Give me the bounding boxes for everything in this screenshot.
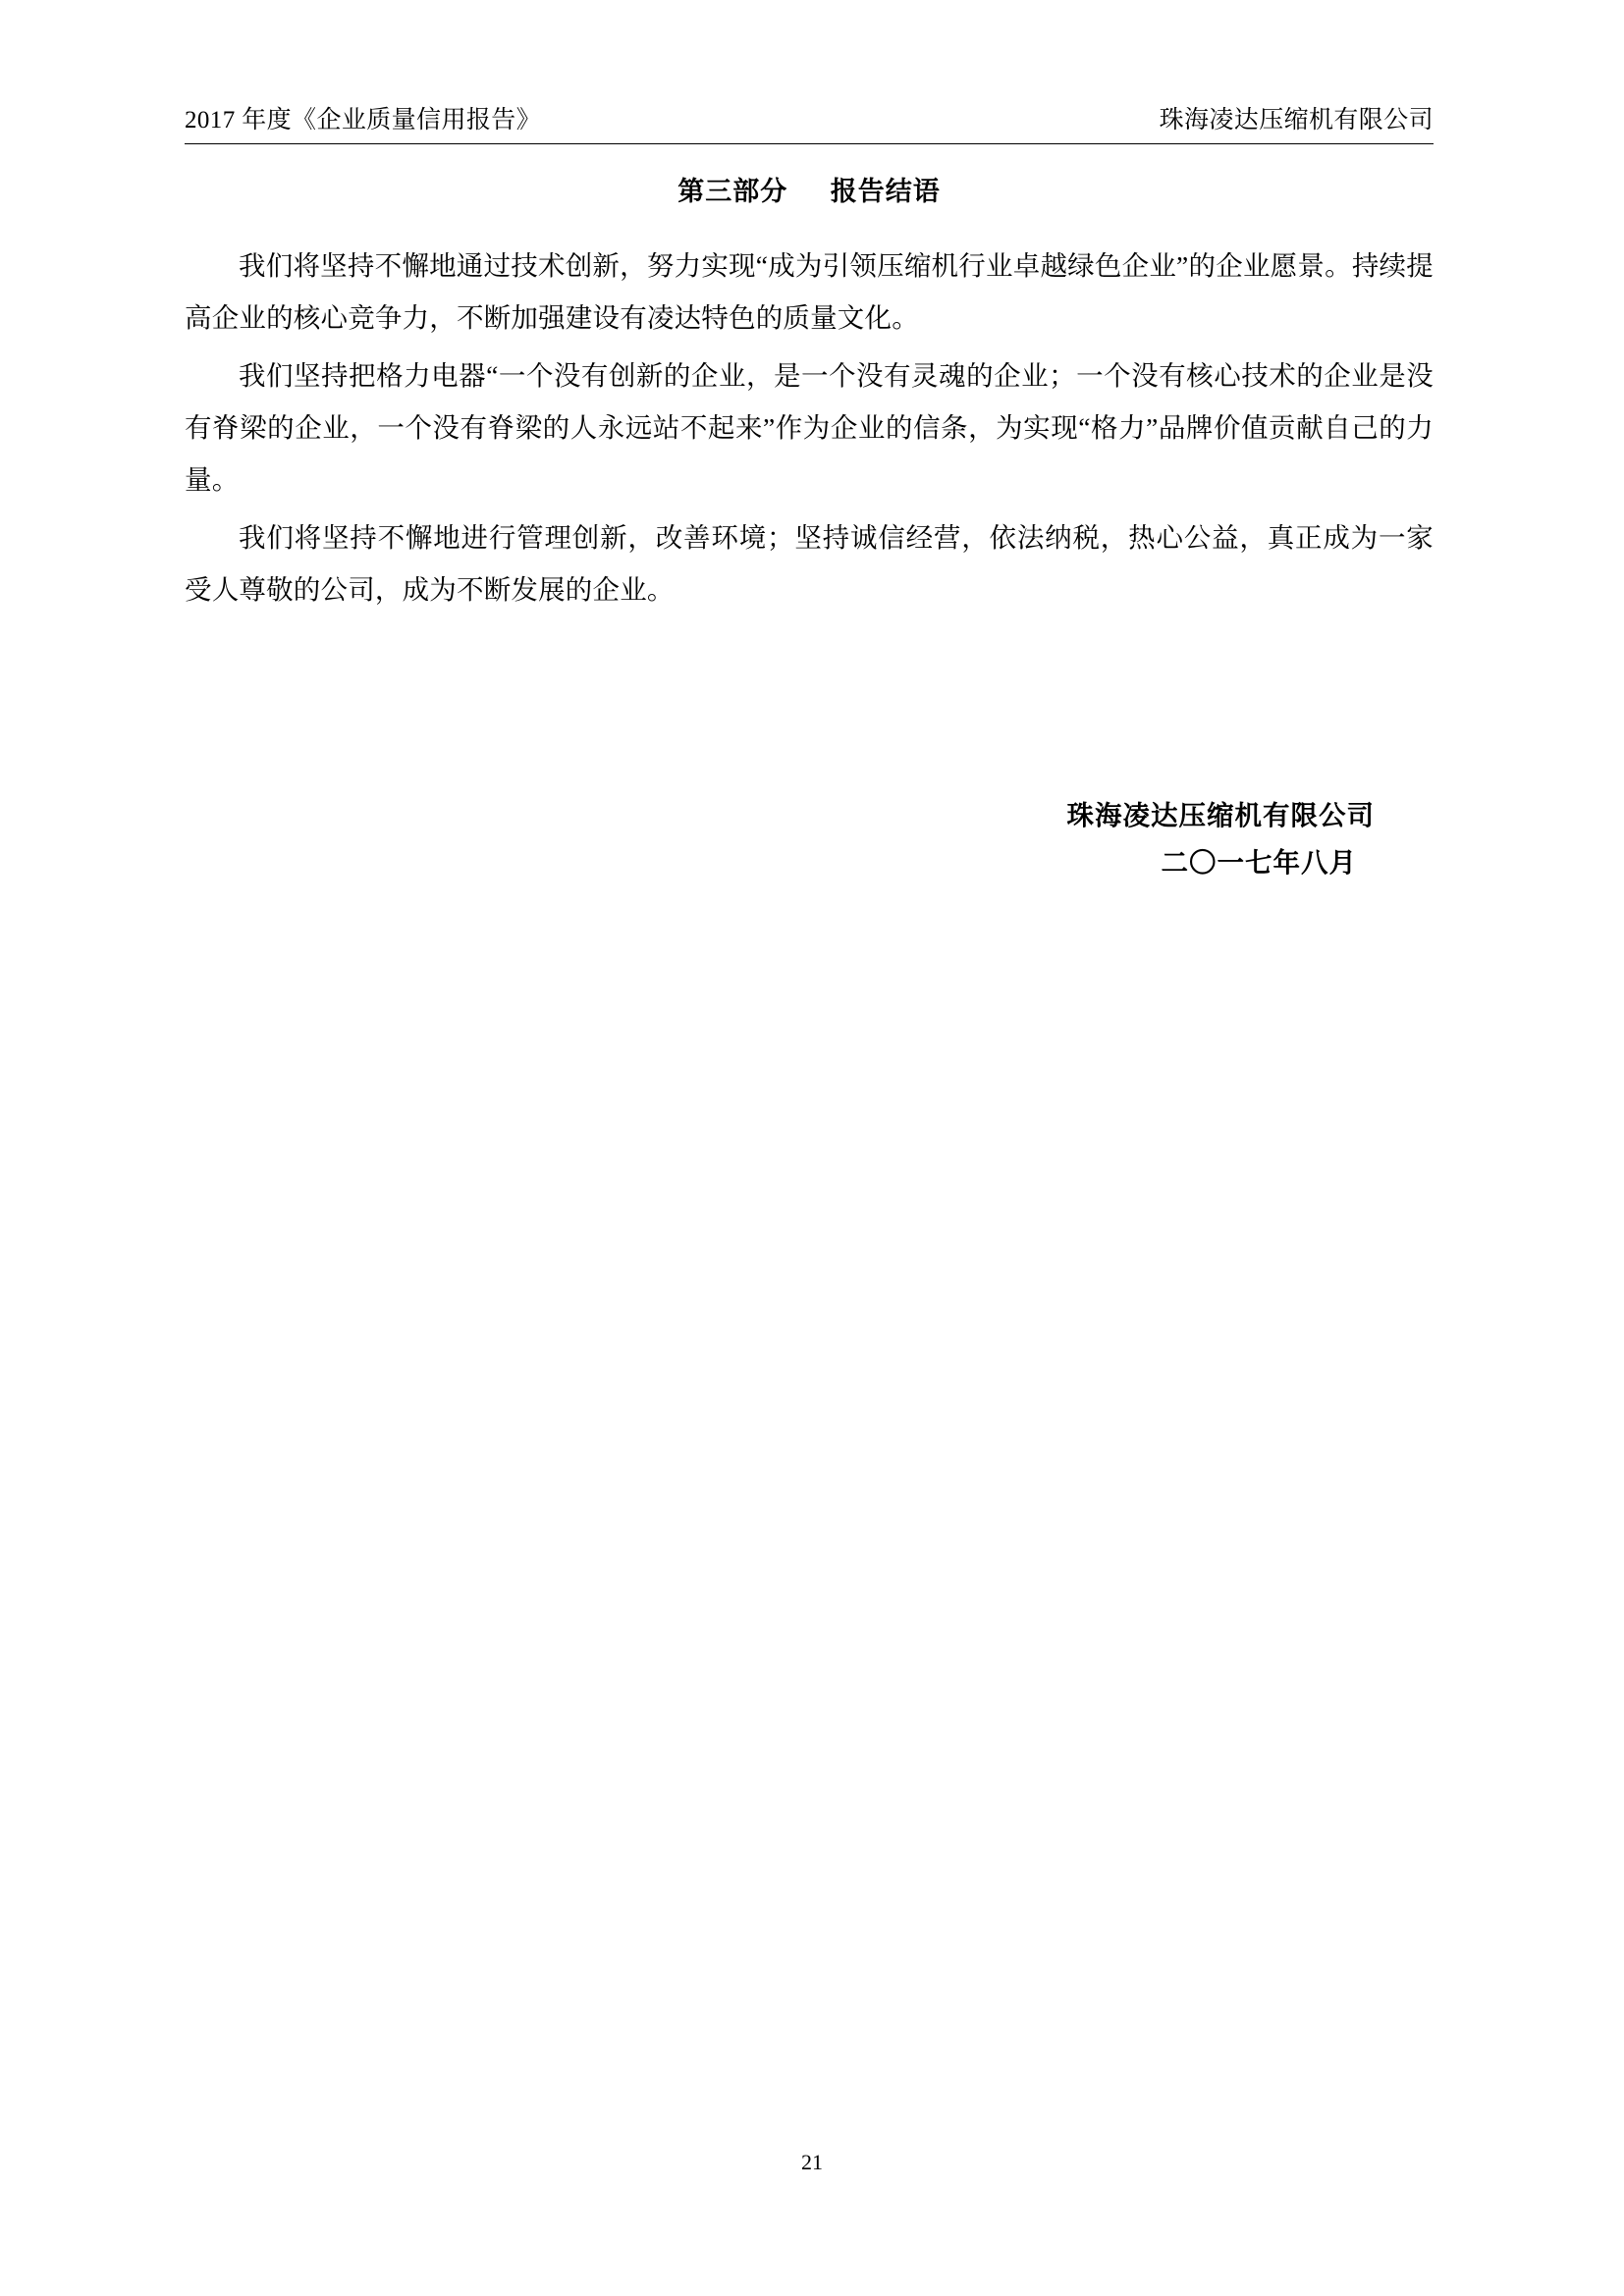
section-part-label: 第三部分 — [677, 177, 788, 206]
signature-company: 珠海凌达压缩机有限公司 — [1066, 800, 1375, 830]
running-header — [185, 106, 1434, 144]
page-content — [185, 106, 1434, 886]
header-report-title: 2017 年度《企业质量信用报告》 — [185, 107, 542, 133]
paragraph-3: 我们将坚持不懈地进行管理创新，改善环境；坚持诚信经营，依法纳税，热心公益，真正成为一家受人尊敬的公司，成为不断发展的企业。 — [185, 522, 1434, 605]
section-name-label: 报告结语 — [830, 177, 941, 206]
page-number: 21 — [801, 2150, 823, 2174]
paragraph-1: 我们将坚持不懈地通过技术创新，努力实现“成为引领压缩机行业卓越绿色企业”的企业愿景。持续提高企业的核心竞争力，不断加强建设有凌达特色的质量文化。 — [185, 250, 1434, 333]
header-company-name: 珠海凌达压缩机有限公司 — [1159, 107, 1434, 133]
signature-block — [185, 792, 1434, 886]
section-title — [185, 170, 1434, 208]
paragraph-2: 我们坚持把格力电器“一个没有创新的企业，是一个没有灵魂的企业；一个没有核心技术的企业是没有脊梁的企业，一个没有脊梁的人永远站不起来”作为企业的信条，为实现“格力”品牌价值贡献自己的力量。 — [185, 360, 1434, 495]
body-text — [185, 240, 1434, 615]
signature-date: 二〇一七年八月 — [1161, 847, 1357, 878]
